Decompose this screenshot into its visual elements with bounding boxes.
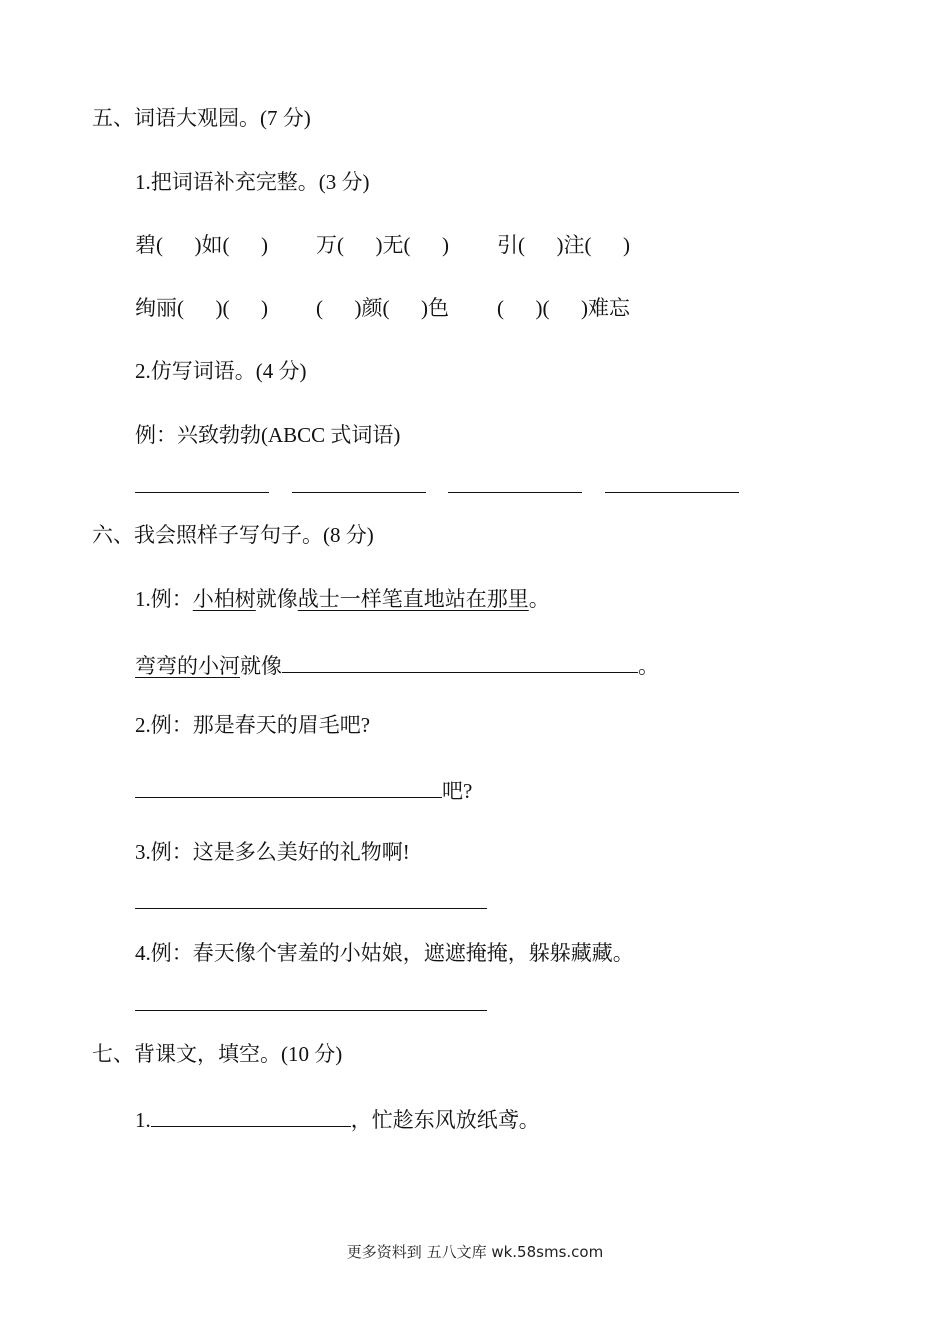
- question-5-1: 1.把词语补充完整。(3 分): [135, 170, 370, 194]
- question-6-3: 3.例：这是多么美好的礼物啊!: [135, 840, 410, 864]
- answer-blank[interactable]: [605, 492, 739, 493]
- q-prefix: 1.例：: [135, 587, 193, 611]
- answer-6-2: [135, 775, 472, 805]
- answer-blank[interactable]: [151, 1104, 351, 1127]
- answer-blank[interactable]: [135, 908, 487, 909]
- underlined-subject: 小柏树: [192, 587, 256, 611]
- underlined-predicate: 战士一样笔直地站在那里: [297, 587, 529, 611]
- fill-item[interactable]: 碧( )如( ): [135, 233, 268, 257]
- question-6-2: 2.例：那是春天的眉毛吧?: [135, 713, 371, 737]
- q-end: ，忙趁东风放纸鸢。: [350, 1108, 540, 1132]
- fill-item[interactable]: 引( )注( ): [496, 233, 630, 257]
- answer-blank[interactable]: [292, 492, 426, 493]
- fill-row-2: [135, 294, 630, 322]
- answer-blank[interactable]: [135, 492, 269, 493]
- answer-blank[interactable]: [135, 775, 442, 798]
- q-connector: 就像: [240, 654, 282, 678]
- section-6-title: 六、我会照样子写句子。(8 分): [92, 523, 374, 547]
- section-5-title: 五、词语大观园。(7 分): [92, 106, 311, 130]
- answer-6-1: [135, 650, 659, 680]
- fill-item[interactable]: ( )颜( )色: [315, 296, 449, 320]
- q-connector: 就像: [255, 587, 298, 611]
- underlined-subject: 弯弯的小河: [135, 654, 240, 678]
- question-5-2: 2.仿写词语。(4 分): [135, 359, 307, 383]
- answer-blank[interactable]: [135, 1010, 487, 1011]
- q-end: 。: [528, 587, 550, 611]
- fill-item[interactable]: ( )( )难忘: [496, 296, 630, 320]
- answer-blank[interactable]: [448, 492, 582, 493]
- q-end: 吧?: [442, 779, 473, 803]
- section-7-title: 七、背课文，填空。(10 分): [92, 1042, 343, 1066]
- question-7-1: [135, 1104, 540, 1134]
- example-5-2: 例：兴致勃勃(ABCC 式词语): [135, 423, 401, 447]
- footer-watermark: 更多资料到 五八文库 wk.58sms.com: [346, 1243, 604, 1261]
- fill-item[interactable]: 绚丽( )( ): [135, 296, 268, 320]
- fill-item[interactable]: 万( )无( ): [315, 233, 449, 257]
- fill-row-1: [135, 231, 630, 259]
- q-end: 。: [638, 654, 659, 678]
- question-6-4: 4.例：春天像个害羞的小姑娘，遮遮掩掩，躲躲藏藏。: [135, 941, 634, 965]
- q-prefix: 1.: [135, 1108, 151, 1132]
- question-6-1: [135, 585, 550, 613]
- answer-blank[interactable]: [282, 650, 638, 673]
